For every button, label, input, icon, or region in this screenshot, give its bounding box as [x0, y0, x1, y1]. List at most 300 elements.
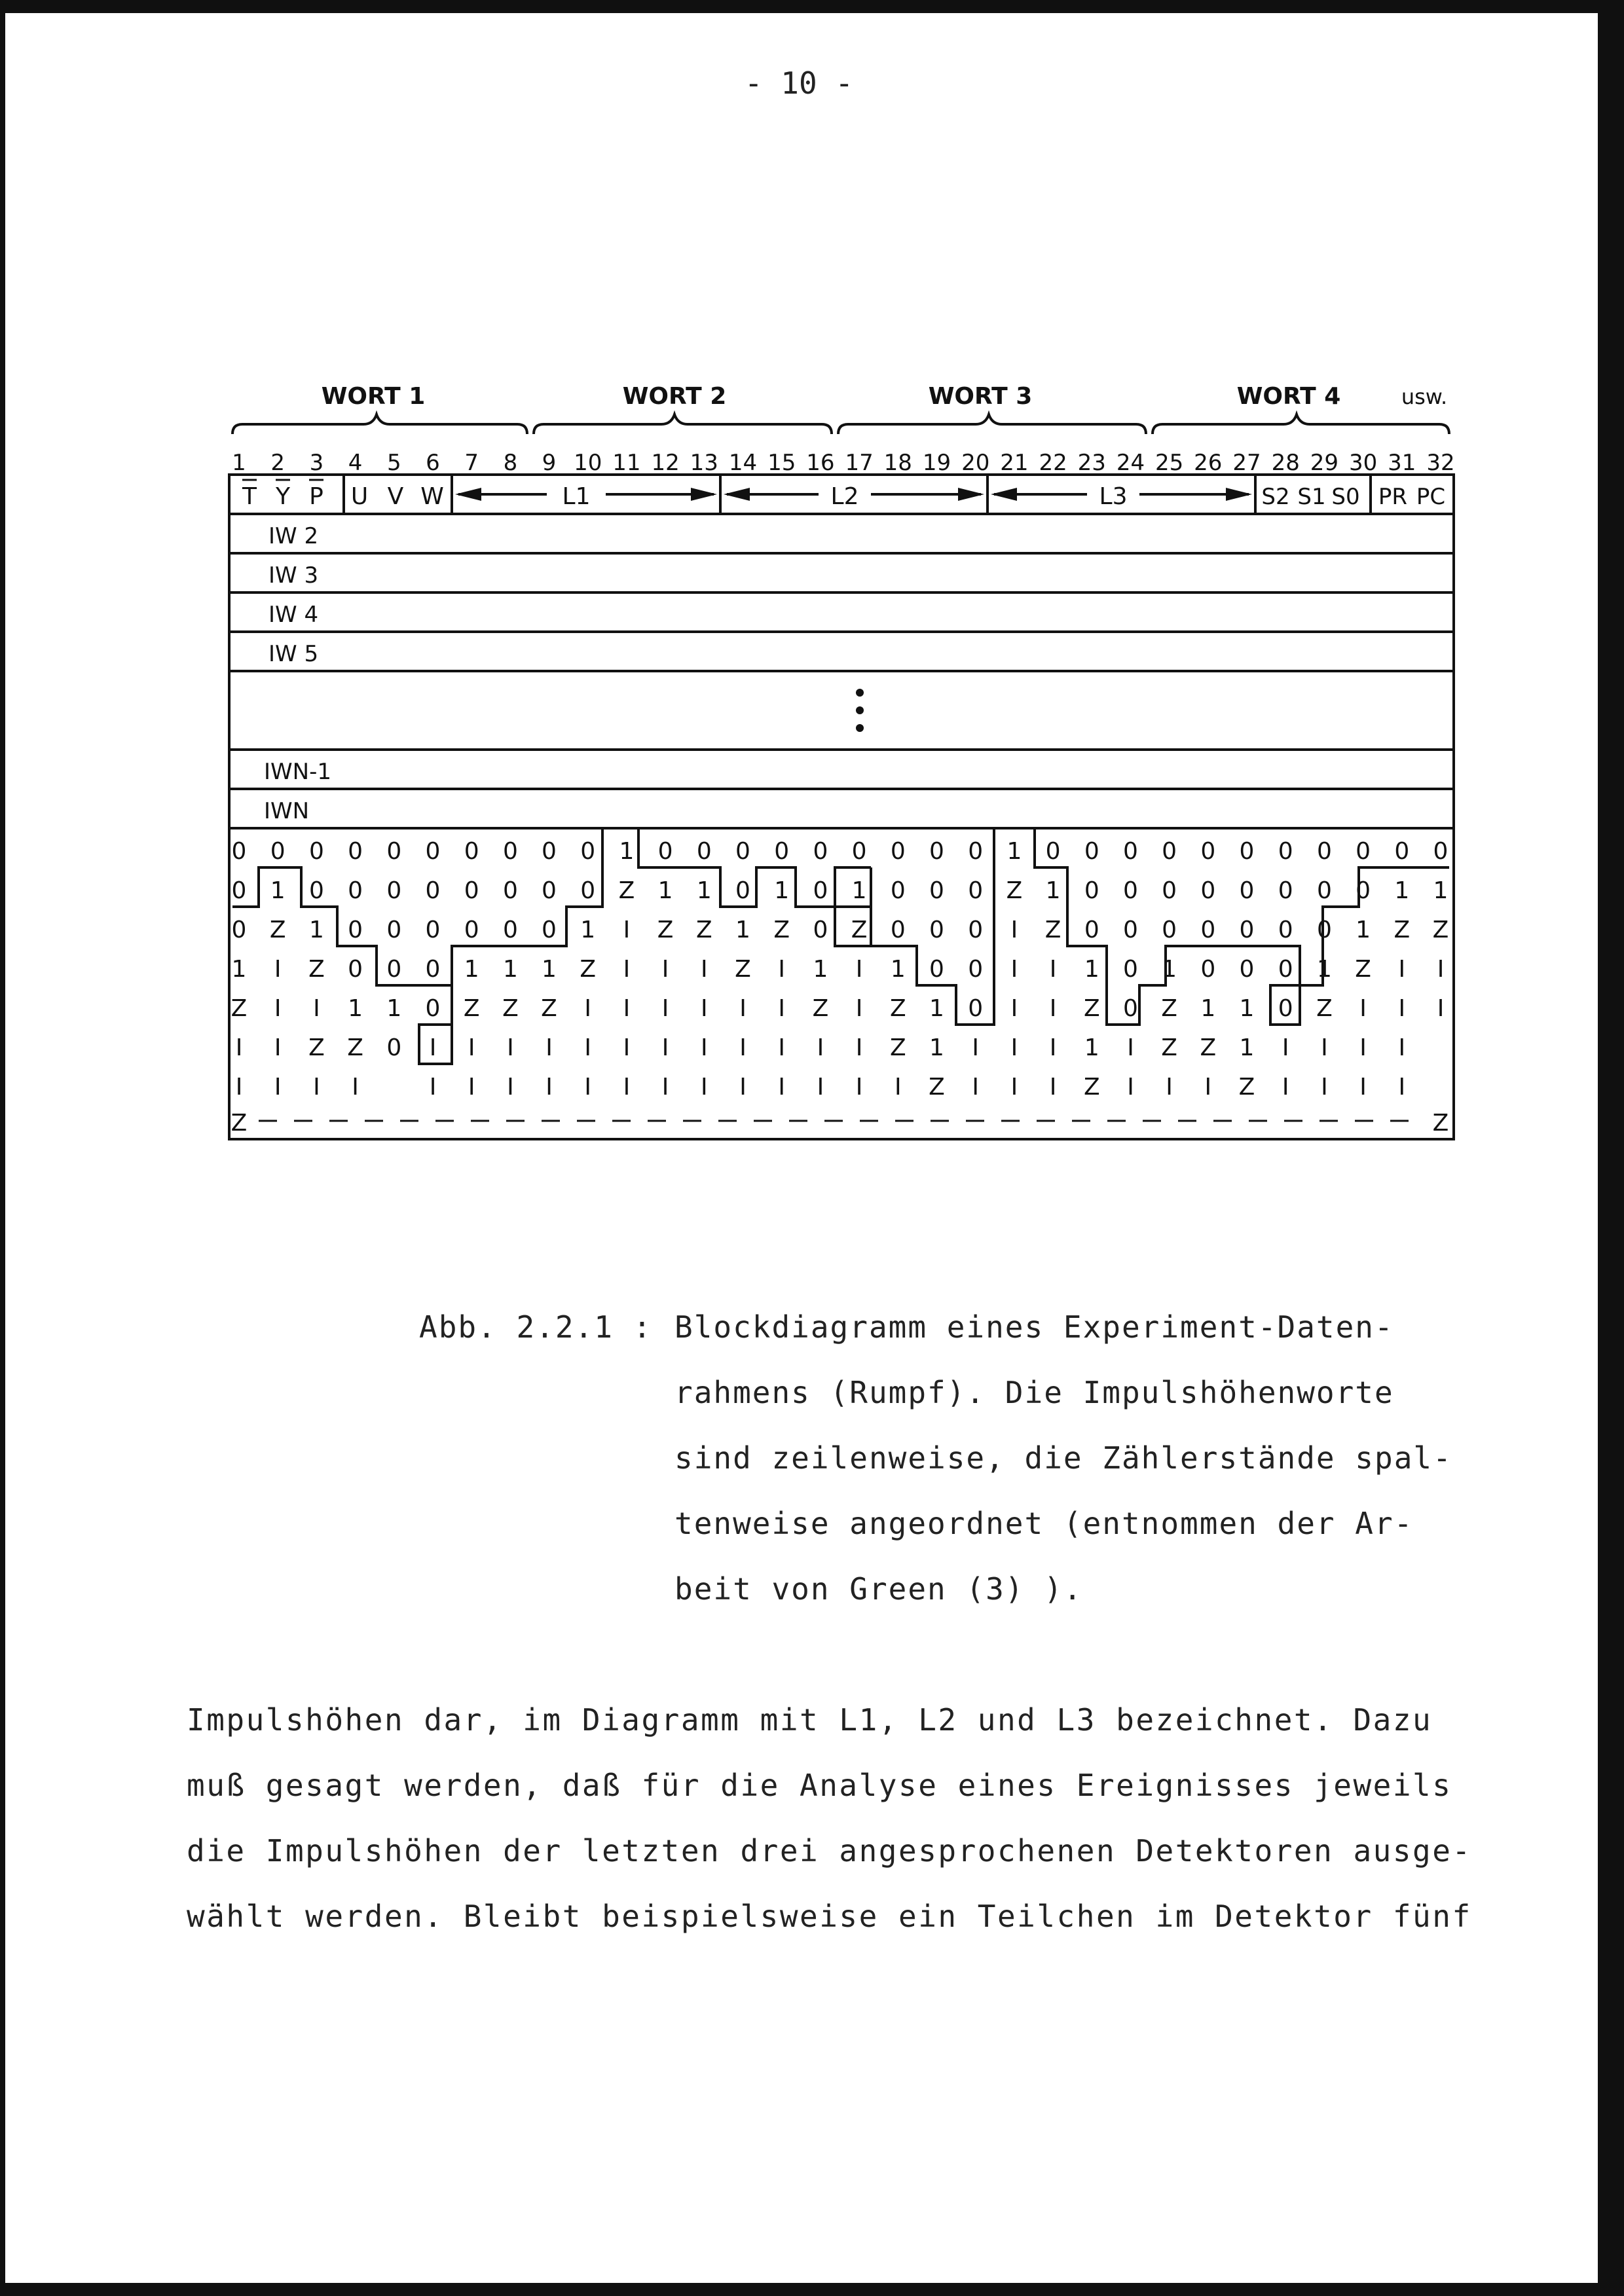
counter-cell: 1: [1394, 877, 1410, 904]
counter-cell: Z: [1393, 917, 1411, 943]
counter-cell: 0: [968, 995, 984, 1022]
counter-cell: 0: [464, 877, 479, 904]
counter-cell: 1: [580, 917, 596, 943]
counter-cell: Z: [463, 995, 480, 1022]
counter-cell: 1: [813, 956, 828, 983]
counter-cell: 0: [386, 877, 402, 904]
counter-cell: 0: [1278, 956, 1293, 983]
bit-number: 32: [1426, 450, 1455, 476]
counter-cell: 0: [425, 956, 441, 983]
counter-cell: 0: [890, 917, 906, 943]
counter-cell: I: [1359, 995, 1367, 1022]
wort-label-4: WORT 4: [1236, 383, 1341, 410]
counter-cell: 0: [657, 838, 673, 865]
header-t: T: [242, 483, 257, 510]
counter-cell: I: [972, 1074, 980, 1101]
counter-cell: 1: [1162, 956, 1177, 983]
counter-cell: 0: [1123, 917, 1138, 943]
counter-cell: 0: [1356, 877, 1371, 904]
counter-cell: Z: [1355, 956, 1371, 983]
counter-cell: Z: [1200, 1034, 1217, 1061]
counter-cell: 0: [1239, 956, 1255, 983]
counter-cell: Z: [657, 917, 674, 943]
bit-numbers: [232, 450, 1454, 476]
counter-cell: 0: [542, 838, 557, 865]
bit-number: 29: [1310, 450, 1339, 476]
counter-cell: Z: [347, 1034, 363, 1061]
wort-label-3: WORT 3: [928, 383, 1033, 410]
counter-cell: Z: [1238, 1074, 1255, 1101]
counter-cell: I: [1398, 1034, 1406, 1061]
l1-right-arrowhead: [691, 488, 717, 501]
counter-cell: 1: [657, 877, 673, 904]
counter-cell: I: [1049, 1034, 1057, 1061]
counter-cell: Z: [1432, 1110, 1449, 1137]
l1-left-arrowhead: [455, 488, 481, 501]
counter-cell: 1: [1006, 838, 1022, 865]
counter-cell: 0: [425, 838, 441, 865]
counter-cell: I: [700, 995, 708, 1022]
counter-cell: 0: [890, 838, 906, 865]
caption-line-5: beit von Green (3) ).: [674, 1571, 1083, 1607]
caption-label: Abb. 2.2.1 :: [419, 1309, 653, 1345]
counter-cell: 0: [348, 877, 363, 904]
counter-cell: I: [468, 1074, 475, 1101]
counter-cell: I: [855, 995, 863, 1022]
bit-number: 10: [574, 450, 602, 476]
counter-cell: 0: [1084, 877, 1099, 904]
brace-wort-2: [534, 414, 832, 434]
wort-label-1: WORT 1: [321, 383, 426, 410]
counter-cell: 0: [968, 956, 984, 983]
counter-cell: 1: [386, 995, 402, 1022]
counter-cell: 0: [929, 956, 944, 983]
ellipsis-dot: [856, 706, 864, 714]
counter-cell: I: [700, 956, 708, 983]
counter-cell: 0: [542, 917, 557, 943]
counter-cell: Z: [1432, 917, 1449, 943]
counter-cell: I: [894, 1074, 902, 1101]
counter-cell: I: [584, 1074, 592, 1101]
page-number: - 10 -: [744, 65, 854, 101]
counter-cell: I: [972, 1034, 980, 1061]
counter-cell: 0: [425, 917, 441, 943]
counter-cell: 1: [1045, 877, 1061, 904]
counter-cell: 0: [1316, 838, 1332, 865]
counter-cell: I: [778, 1034, 786, 1061]
bit-number: 4: [348, 450, 363, 476]
bit-number: 22: [1039, 450, 1067, 476]
bit-number: 12: [651, 450, 680, 476]
bit-number: 19: [922, 450, 951, 476]
counter-cell: I: [623, 1034, 631, 1061]
counter-cell: 0: [348, 956, 363, 983]
body-line-2: muß gesagt werden, daß für die Analyse eines Ereignisses jeweils: [187, 1768, 1452, 1803]
counter-cell: I: [429, 1034, 437, 1061]
counter-cell: 1: [231, 956, 247, 983]
counter-cell: 0: [464, 838, 479, 865]
counter-cell: I: [468, 1034, 475, 1061]
counter-cell: Z: [889, 1034, 906, 1061]
counter-cell: 0: [502, 877, 518, 904]
counter-cell: I: [507, 1034, 514, 1061]
vertical-ellipsis: [856, 689, 864, 732]
counter-cell: 0: [813, 917, 828, 943]
counter-cell: 0: [1162, 877, 1177, 904]
counter-cell: 1: [890, 956, 906, 983]
body-line-4: wählt werden. Bleibt beispielsweise ein Teilchen im Detektor fünf: [187, 1899, 1472, 1934]
ellipsis-dot: [856, 724, 864, 732]
bit-number: 26: [1194, 450, 1223, 476]
bit-number: 23: [1077, 450, 1106, 476]
bit-number: 18: [883, 450, 912, 476]
counter-cell: 1: [542, 956, 557, 983]
counter-cell: 0: [580, 838, 596, 865]
counter-cell: I: [313, 995, 320, 1022]
counter-cell: 0: [502, 917, 518, 943]
counter-cell: 0: [1278, 917, 1293, 943]
l2-right-arrowhead: [958, 488, 984, 501]
bit-number: 24: [1116, 450, 1145, 476]
bit-number: 27: [1232, 450, 1261, 476]
counter-cell: 1: [735, 917, 750, 943]
bit-number: 15: [767, 450, 796, 476]
counter-cell: I: [855, 1074, 863, 1101]
counter-cell: I: [700, 1034, 708, 1061]
counter-cell: 0: [774, 838, 790, 865]
counter-cell: I: [584, 1034, 592, 1061]
counter-cell: I: [1010, 1074, 1018, 1101]
counter-cell: 0: [890, 877, 906, 904]
counter-cell: 0: [386, 1034, 402, 1061]
counter-cell: I: [1010, 917, 1018, 943]
counter-cell: 0: [348, 838, 363, 865]
counter-cell: 0: [1316, 917, 1332, 943]
counter-cell: 0: [1123, 956, 1138, 983]
counter-cell: I: [1127, 1074, 1134, 1101]
bit-number: 30: [1348, 450, 1378, 476]
counter-cell: 0: [231, 877, 247, 904]
counter-cell: 0: [1316, 877, 1332, 904]
counter-cell: 0: [1239, 838, 1255, 865]
counter-cell: Z: [502, 995, 519, 1022]
header-pc: PC: [1416, 484, 1446, 510]
counter-cell: 0: [1045, 838, 1061, 865]
counter-cell: I: [623, 1074, 631, 1101]
counter-cell: 1: [929, 1034, 944, 1061]
counter-cell: 1: [696, 877, 712, 904]
row-label-iw4: IW 4: [268, 602, 319, 628]
row-label-iwn-1: IWN-1: [264, 759, 331, 785]
counter-cell: 1: [1433, 877, 1449, 904]
counter-cell: 0: [270, 838, 286, 865]
counter-cell: 0: [1162, 917, 1177, 943]
counter-cell: Z: [929, 1074, 945, 1101]
l3-right-arrowhead: [1226, 488, 1252, 501]
header-v: V: [387, 483, 404, 510]
bit-number: 1: [232, 450, 246, 476]
bit-number: 31: [1388, 450, 1416, 476]
counter-cell: I: [1398, 1074, 1406, 1101]
counter-cell: 0: [1239, 917, 1255, 943]
counter-cell: I: [855, 956, 863, 983]
brace-wort-1: [232, 414, 527, 434]
counter-cell: 0: [308, 877, 324, 904]
counter-cell: Z: [812, 995, 829, 1022]
counter-cell: 0: [1278, 877, 1293, 904]
counter-cell: I: [1437, 956, 1445, 983]
counter-cell: I: [817, 1034, 824, 1061]
counter-cell: I: [1321, 1074, 1328, 1101]
counter-cell: I: [1359, 1074, 1367, 1101]
counter-cell: 0: [813, 838, 828, 865]
counter-cell: 1: [1084, 956, 1099, 983]
row-label-iw3: IW 3: [268, 562, 319, 589]
counter-cell: 0: [502, 838, 518, 865]
row-label-iwn: IWN: [264, 798, 310, 824]
counter-cell: 1: [1084, 1034, 1099, 1061]
counter-cell: I: [623, 956, 631, 983]
counter-cell: 0: [735, 838, 750, 865]
counter-cell: 0: [851, 838, 867, 865]
counter-cell: I: [739, 1074, 747, 1101]
counter-cell: 0: [968, 877, 984, 904]
counter-cell: I: [1010, 1034, 1018, 1061]
counter-cell: I: [661, 1034, 669, 1061]
counter-cell: I: [1398, 956, 1406, 983]
counter-cell: Z: [695, 917, 712, 943]
counter-cell: 1: [619, 838, 635, 865]
counter-cell: 1: [774, 877, 790, 904]
counter-cell: 0: [735, 877, 750, 904]
counter-cell: 0: [386, 838, 402, 865]
bit-number: 13: [690, 450, 718, 476]
bit-number: 20: [961, 450, 990, 476]
bit-number: 5: [386, 450, 401, 476]
counter-cell: Z: [231, 995, 248, 1022]
counter-cell: Z: [541, 995, 557, 1022]
counter-cell: 0: [1084, 838, 1099, 865]
counter-cell: I: [545, 1034, 553, 1061]
counter-cell: 0: [231, 838, 247, 865]
counter-cell: 0: [425, 877, 441, 904]
brace-wort-3: [838, 414, 1146, 434]
brace-wort-4: [1153, 414, 1449, 434]
counter-cell: I: [1398, 995, 1406, 1022]
counter-cell: 0: [1084, 917, 1099, 943]
bit-number: 3: [309, 450, 324, 476]
counter-cell: 0: [1200, 838, 1216, 865]
header-l1: L1: [562, 483, 591, 510]
counter-cell: Z: [1161, 1034, 1177, 1061]
counter-cell: 0: [1394, 838, 1410, 865]
body-line-3: die Impulshöhen der letzten drei angesprochenen Detektoren ausge-: [187, 1833, 1472, 1868]
row-label-iw2: IW 2: [268, 523, 319, 549]
counter-cell: I: [352, 1074, 359, 1101]
counter-cell: 1: [1239, 995, 1255, 1022]
counter-cell: I: [1321, 1034, 1328, 1061]
counter-cell: I: [1049, 1074, 1057, 1101]
header-l2: L2: [830, 483, 859, 510]
bit-number: 21: [1000, 450, 1029, 476]
counter-cell: I: [739, 1034, 747, 1061]
counter-cell: I: [1204, 1074, 1212, 1101]
counter-cell: 0: [929, 917, 944, 943]
counter-cell: I: [623, 917, 631, 943]
counter-cell: 0: [696, 838, 712, 865]
counter-cell: Z: [308, 1034, 325, 1061]
counter-cell: I: [274, 1074, 282, 1101]
counter-cell: 0: [348, 917, 363, 943]
counter-cell: 0: [1200, 917, 1216, 943]
counter-cell: Z: [618, 877, 635, 904]
counter-cell: Z: [1044, 917, 1061, 943]
counter-cell: I: [545, 1074, 553, 1101]
bit-number: 14: [728, 450, 758, 476]
l3-left-arrowhead: [991, 488, 1017, 501]
caption-line-4: tenweise angeordnet (entnommen der Ar-: [674, 1506, 1414, 1541]
counter-cell: 1: [464, 956, 479, 983]
counter-cell: I: [313, 1074, 320, 1101]
counter-cell: Z: [735, 956, 751, 983]
counter-cell: I: [274, 956, 282, 983]
counter-cell: 1: [1200, 995, 1216, 1022]
counter-cell: I: [855, 1034, 863, 1061]
counter-cell: 0: [968, 838, 984, 865]
counter-cell: Z: [1083, 995, 1100, 1022]
counter-cell: 0: [1433, 838, 1449, 865]
counter-cell: I: [235, 1074, 243, 1101]
counter-cell: I: [274, 1034, 282, 1061]
counter-cell: I: [700, 1074, 708, 1101]
header-s1: S1: [1297, 484, 1326, 510]
counter-cell: Z: [269, 917, 286, 943]
counter-cell: Z: [1316, 995, 1333, 1022]
counter-cell: 0: [1123, 995, 1138, 1022]
counter-cell: I: [507, 1074, 514, 1101]
counter-cell: 0: [1278, 838, 1293, 865]
counter-cell: Z: [1006, 877, 1023, 904]
counter-cell: 1: [308, 917, 324, 943]
counter-cell: Z: [308, 956, 325, 983]
counter-cell: I: [1010, 995, 1018, 1022]
counter-cell: I: [1049, 956, 1057, 983]
bit-number: 9: [542, 450, 557, 476]
row-label-iw5: IW 5: [268, 641, 319, 667]
counter-cell: 0: [1356, 838, 1371, 865]
caption-line-3: sind zeilenweise, die Zählerstände spal-: [674, 1440, 1452, 1476]
header-p: P: [309, 483, 323, 510]
counter-cell: I: [739, 995, 747, 1022]
counter-cell: 0: [1162, 838, 1177, 865]
counter-cell: 0: [1200, 877, 1216, 904]
counter-cell: I: [778, 956, 786, 983]
counter-cell: Z: [889, 995, 906, 1022]
caption-line-2: rahmens (Rumpf). Die Impulshöhenworte: [674, 1375, 1394, 1410]
counter-cell: I: [1127, 1034, 1134, 1061]
counter-cell: 0: [1239, 877, 1255, 904]
header-s0: S0: [1331, 484, 1360, 510]
bit-number: 7: [464, 450, 479, 476]
l2-left-arrowhead: [724, 488, 750, 501]
counter-cell: I: [1010, 956, 1018, 983]
counter-cell: 0: [386, 917, 402, 943]
counter-cell: 0: [580, 877, 596, 904]
counter-cell: 1: [348, 995, 363, 1022]
bit-number: 8: [503, 450, 518, 476]
counter-cell: Z: [1083, 1074, 1100, 1101]
counter-cell: 0: [968, 917, 984, 943]
counter-cell: I: [661, 995, 669, 1022]
counter-cell: I: [1166, 1074, 1173, 1101]
counter-cell: I: [661, 956, 669, 983]
counter-cell: 0: [1123, 838, 1138, 865]
counter-cell: 0: [386, 956, 402, 983]
counter-cell: I: [778, 1074, 786, 1101]
counter-cell: 1: [929, 995, 944, 1022]
counter-cell: 0: [308, 838, 324, 865]
counter-cell: Z: [231, 1110, 248, 1137]
counter-cell: 0: [1123, 877, 1138, 904]
bit-number: 16: [806, 450, 835, 476]
bit-number: 11: [612, 450, 641, 476]
counter-cell: 0: [929, 877, 944, 904]
counter-cell: 0: [1278, 995, 1293, 1022]
counter-cell: I: [1282, 1034, 1289, 1061]
bit-number: 2: [270, 450, 286, 476]
header-u: U: [350, 483, 369, 510]
counter-cell: Z: [580, 956, 597, 983]
counter-cell: I: [623, 995, 631, 1022]
counter-cell: 0: [542, 877, 557, 904]
counter-cell: 0: [464, 917, 479, 943]
bit-number: 25: [1154, 450, 1184, 476]
bit-number: 17: [845, 450, 874, 476]
bit-number: 6: [426, 450, 440, 476]
counter-cell: I: [778, 995, 786, 1022]
usw-label: usw.: [1401, 384, 1448, 409]
scan-border-bottom: [0, 2283, 1624, 2296]
counter-cell: I: [584, 995, 592, 1022]
diagram-frame: [229, 475, 1454, 1139]
bit-number: 28: [1271, 450, 1300, 476]
counter-cell: I: [429, 1074, 437, 1101]
header-w: W: [420, 483, 444, 510]
wort-label-2: WORT 2: [622, 383, 727, 410]
counter-cell: 1: [1316, 956, 1332, 983]
counter-cell: 1: [1239, 1034, 1255, 1061]
body-line-1: Impulshöhen dar, im Diagramm mit L1, L2 und L3 bezeichnet. Dazu: [187, 1702, 1433, 1738]
counter-cell: 0: [813, 877, 828, 904]
counter-matrix: [231, 838, 1449, 1137]
counter-cell: I: [1282, 1074, 1289, 1101]
counter-cell: 0: [1200, 956, 1216, 983]
counter-cell: 0: [425, 995, 441, 1022]
counter-cell: I: [274, 995, 282, 1022]
counter-cell: I: [1049, 995, 1057, 1022]
counter-cell: 1: [502, 956, 518, 983]
counter-cell: I: [235, 1034, 243, 1061]
header-y: Y: [276, 483, 290, 510]
counter-cell: I: [1359, 1034, 1367, 1061]
ellipsis-dot: [856, 689, 864, 697]
header-s2: S2: [1261, 484, 1290, 510]
counter-cell: I: [817, 1074, 824, 1101]
counter-cell: 1: [270, 877, 286, 904]
caption-line-1: Blockdiagramm eines Experiment-Daten-: [674, 1309, 1394, 1345]
counter-cell: I: [1437, 995, 1445, 1022]
counter-cell: Z: [851, 917, 868, 943]
